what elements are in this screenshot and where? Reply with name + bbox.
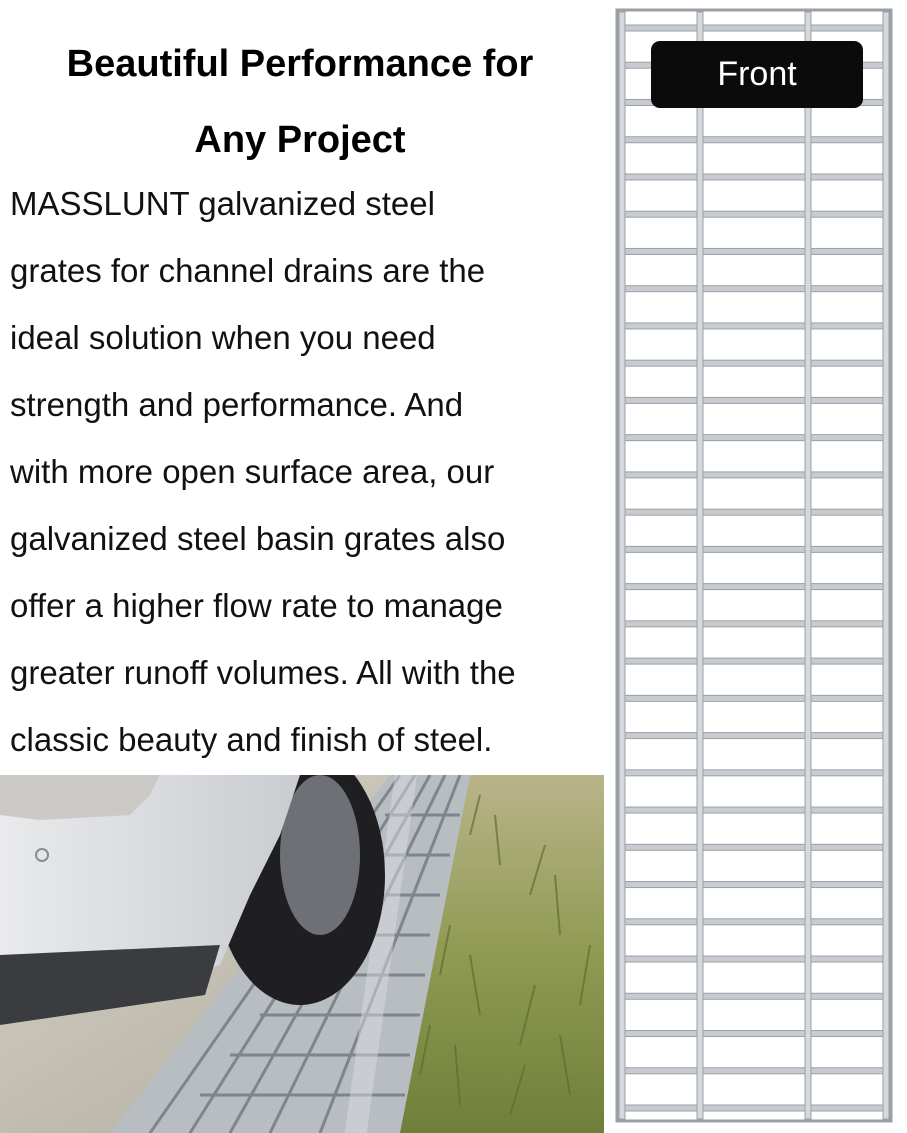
grate-crossbar bbox=[619, 1105, 889, 1111]
grate-crossbar bbox=[619, 397, 889, 403]
grate-crossbar bbox=[619, 360, 889, 366]
grate-crossbar bbox=[619, 137, 889, 143]
headline-line-1: Beautiful Performance for bbox=[66, 43, 534, 85]
description-line: classic beauty and finish of steel. bbox=[10, 721, 493, 758]
grate-bearing-bar bbox=[697, 12, 703, 1119]
grate-crossbar bbox=[619, 174, 889, 180]
grate-crossbar bbox=[619, 472, 889, 478]
grate-crossbar bbox=[619, 286, 889, 292]
grate-crossbar bbox=[619, 509, 889, 515]
grate-bearing-bar bbox=[883, 12, 889, 1119]
grate-illustration bbox=[615, 8, 893, 1123]
grate-crossbar bbox=[619, 844, 889, 850]
grate-crossbar bbox=[619, 248, 889, 254]
description-line: galvanized steel basin grates also bbox=[10, 520, 506, 557]
grate-crossbar bbox=[619, 695, 889, 701]
grate-crossbar bbox=[619, 584, 889, 590]
description-line: grates for channel drains are the bbox=[10, 252, 486, 289]
grate-crossbar bbox=[619, 770, 889, 776]
grate-crossbar bbox=[619, 956, 889, 962]
grate-crossbar bbox=[619, 323, 889, 329]
description-line: strength and performance. And bbox=[10, 386, 464, 423]
grate-crossbar bbox=[619, 1068, 889, 1074]
grate-crossbar bbox=[619, 435, 889, 441]
grate-bearing-bar bbox=[619, 12, 625, 1119]
installation-photo-illustration bbox=[0, 775, 604, 1133]
front-label bbox=[651, 41, 863, 108]
grate-crossbar bbox=[619, 882, 889, 888]
grate-crossbar bbox=[619, 658, 889, 664]
grate-crossbar bbox=[619, 807, 889, 813]
description-line: with more open surface area, our bbox=[10, 453, 495, 490]
headline-line-2: Any Project bbox=[194, 119, 406, 161]
description-line: greater runoff volumes. All with the bbox=[10, 654, 516, 691]
description-line: MASSLUNT galvanized steel bbox=[10, 185, 435, 222]
grate-crossbar bbox=[619, 733, 889, 739]
description-paragraph bbox=[10, 170, 600, 773]
text-section bbox=[0, 0, 610, 775]
headline bbox=[0, 26, 600, 178]
description-line: ideal solution when you need bbox=[10, 319, 436, 356]
grate-product-image bbox=[615, 8, 893, 1123]
installation-photo bbox=[0, 775, 604, 1133]
grate-crossbar bbox=[619, 211, 889, 217]
grate-crossbar bbox=[619, 25, 889, 31]
grate-bearing-bar bbox=[805, 12, 811, 1119]
front-label-text: Front bbox=[717, 55, 797, 93]
grate-crossbar bbox=[619, 919, 889, 925]
description-line: offer a higher flow rate to manage bbox=[10, 587, 503, 624]
grate-crossbar bbox=[619, 1031, 889, 1037]
grate-crossbar bbox=[619, 993, 889, 999]
grate-crossbar bbox=[619, 546, 889, 552]
grate-crossbar bbox=[619, 621, 889, 627]
